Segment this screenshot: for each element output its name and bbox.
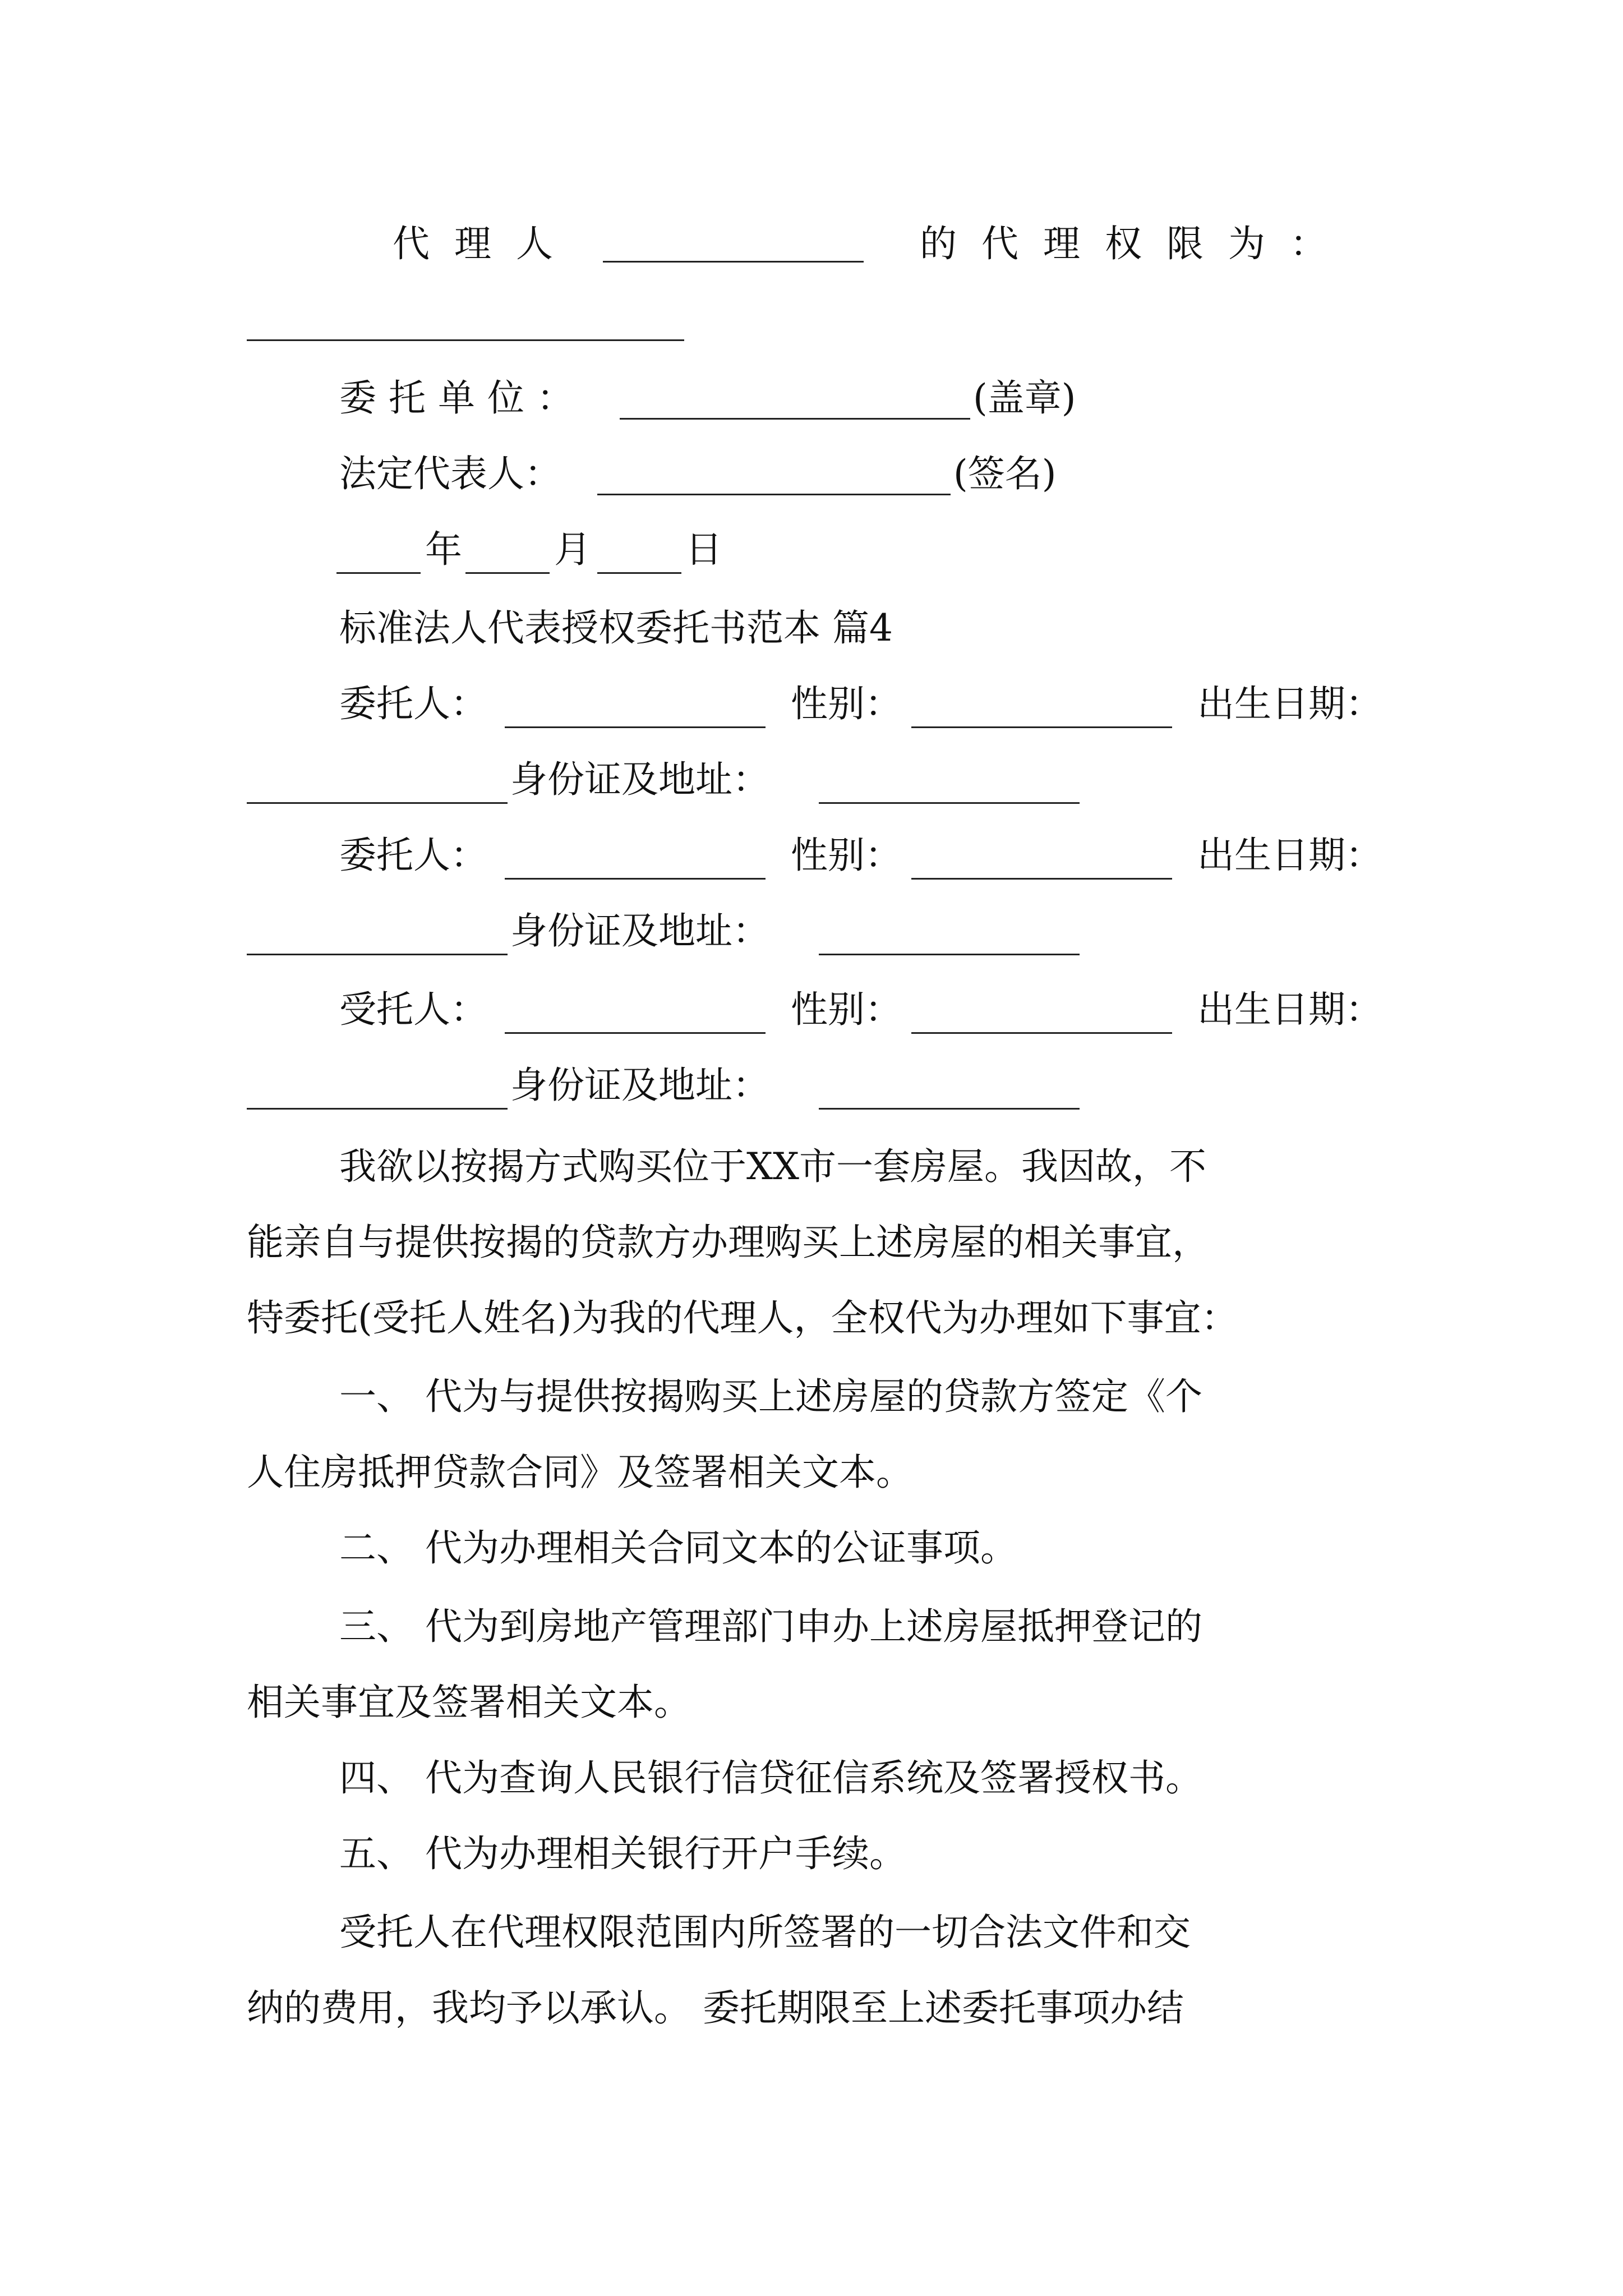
party-name-blank [505,726,766,728]
party-id-addr: 身份证及地址： [510,909,769,953]
party-id-addr: 身份证及地址： [510,1064,769,1107]
para-line: 能亲自与提供按揭的贷款方办理购买上述房屋的相关事宜， [247,1221,1209,1264]
party-birth: 出生日期： [1197,682,1382,725]
agent-limits-label: 的代理权限为： [920,222,1352,265]
seal-label: (盖章) [973,376,1076,420]
party-role: 委托人： [339,834,487,877]
year-label: 年 [425,528,462,571]
party-role: 受托人： [339,988,487,1031]
month-blank [465,572,550,574]
party-name-blank [505,1032,766,1034]
party-gender-blank [911,726,1172,728]
party-gender-blank [911,878,1172,880]
para-line: 特委托(受托人姓名)为我的代理人，全权代为办理如下事宜： [247,1296,1238,1340]
entrust-unit-blank [620,418,970,420]
party-id-addr: 身份证及地址： [510,758,769,801]
item-line: 四、 代为查询人民银行信贷征信系统及签署授权书。 [339,1756,1202,1800]
para-line: 我欲以按揭方式购买位于XX市一套房屋。我因故，不 [339,1145,1206,1188]
day-label: 日 [685,528,722,571]
agent-limits-suffix [920,216,1352,272]
item-line: 相关事宜及签署相关文本。 [247,1681,691,1724]
party-gender: 性别： [791,682,902,725]
party-birth-blank [247,954,508,955]
agent-limits-blank [247,339,684,341]
entrust-unit-line [339,370,586,426]
day-blank [597,572,681,574]
entrust-unit-suffix [973,370,1076,426]
agent-name-blank [603,261,864,263]
agent-limits-line [393,216,578,272]
party-birth: 出生日期： [1197,988,1382,1031]
signature-label: (签名) [953,452,1057,495]
legal-rep-label: 法定代表人： [339,452,561,495]
legal-rep-blank [597,494,951,495]
entrust-unit-label: 委托单位： [339,376,586,420]
item-line: 五、 代为办理相关银行开户手续。 [339,1832,906,1875]
party-id-addr-blank [819,954,1080,955]
party-name-blank [505,878,766,880]
para-line: 纳的费用，我均予以承认。 委托期限至上述委托事项办结 [247,1986,1184,2030]
party-id-addr-blank [819,802,1080,804]
party-birth-blank [247,802,508,804]
item-line: 三、 代为到房地产管理部门申办上述房屋抵押登记的 [339,1605,1202,1648]
year-blank [336,572,421,574]
party-birth: 出生日期： [1197,834,1382,877]
party-gender: 性别： [791,834,902,877]
month-label: 月 [554,528,591,571]
para-line: 受托人在代理权限范围内所签署的一切合法文件和交 [339,1911,1191,1954]
item-line: 人住房抵押贷款合同》及签署相关文本。 [247,1451,913,1494]
item-line: 一、 代为与提供按揭购买上述房屋的贷款方签定《个 [339,1375,1202,1418]
party-id-addr-blank [819,1108,1080,1110]
legal-rep-line [339,446,561,502]
agent-label: 代理人 [393,222,578,265]
section-title: 标准法人代表授权委托书范本 篇4 [339,606,893,650]
party-gender-blank [911,1032,1172,1034]
party-role: 委托人： [339,682,487,725]
party-gender: 性别： [791,988,902,1031]
legal-rep-suffix [953,446,1057,502]
item-line: 二、 代为办理相关合同文本的公证事项。 [339,1526,1017,1570]
party-birth-blank [247,1108,508,1110]
